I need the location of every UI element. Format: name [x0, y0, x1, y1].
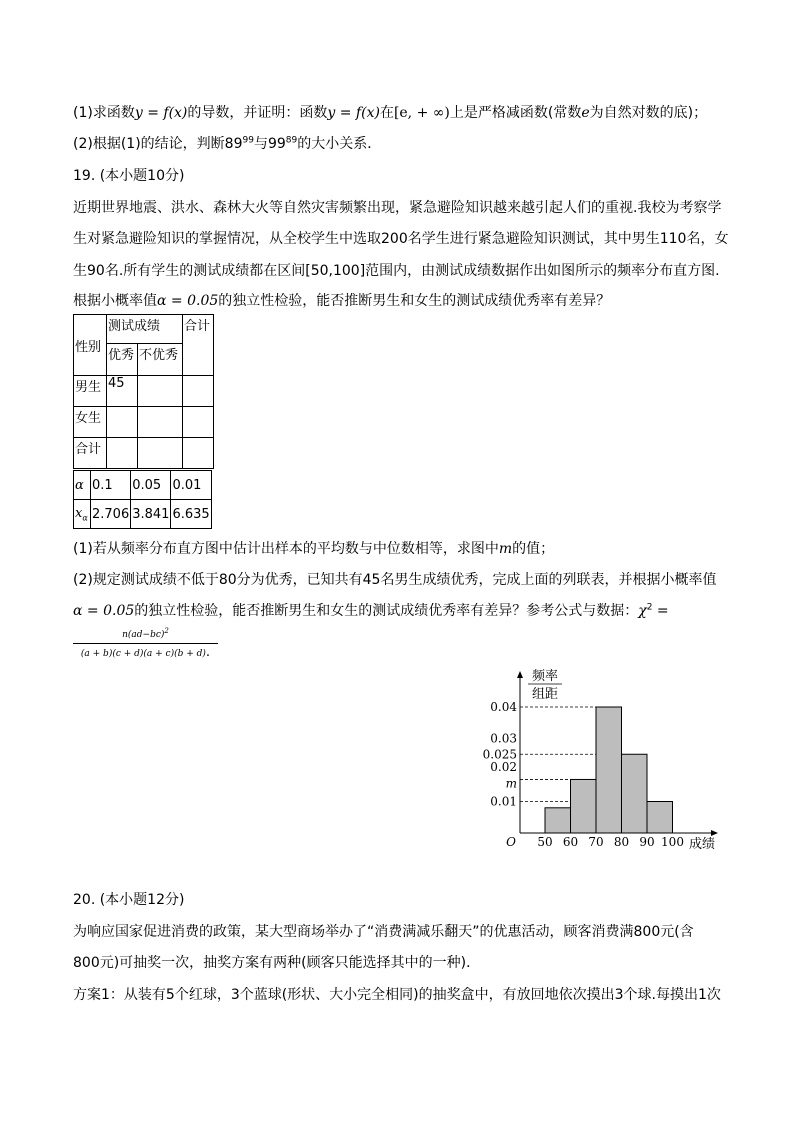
q18-p1-text: (1)求函数: [73, 105, 135, 121]
table-cell: [138, 407, 183, 438]
table-row: [74, 438, 214, 469]
table-row-label: 女生: [74, 407, 107, 438]
q18-p1-text: 为自然对数的底)；: [589, 105, 708, 121]
table-row: [74, 471, 212, 500]
y-tick-label: 0.03: [490, 731, 517, 746]
q18-p1-interval: [e, + ∞): [393, 105, 450, 121]
formula-numerator: [73, 627, 218, 643]
table-cell: [138, 376, 183, 407]
q19-paragraph-line: [73, 292, 610, 310]
q19-paragraph-line: 生90名.所有学生的测试成绩都在区间[50,100]范围内，由测试成绩数据作出如图所示的频率分布直方图.: [73, 263, 720, 279]
q19-sub2-text: 的独立性检验，能否推断男生和女生的测试成绩优秀率有差异？参考公式与数据：: [134, 603, 639, 619]
x-axis-label: 成绩: [689, 837, 716, 852]
alpha-value: α = 0.05: [157, 293, 219, 309]
q19-sub1-text: (1)若从频率分布直方图中估计出样本的平均数与中位数相等，求图中: [73, 541, 499, 557]
q18-p2-text: 的大小关系．: [297, 136, 382, 152]
table-cell: 0.1: [91, 471, 131, 500]
y-tick-label: m: [505, 776, 517, 791]
table-row: [74, 315, 214, 344]
table-header-cell: 合计: [183, 315, 214, 376]
power-base: 89: [224, 136, 243, 152]
frequency-histogram: [482, 664, 730, 854]
histogram-bar: [622, 754, 648, 833]
table-cell: [107, 407, 138, 438]
table-cell: 6.635: [171, 500, 211, 529]
x-tick-label: 100: [661, 835, 684, 849]
table-cell: 0.01: [171, 471, 211, 500]
x-tick-label: 80: [613, 835, 630, 849]
x-symbol: x: [75, 505, 83, 521]
table-cell: [183, 376, 214, 407]
formula-denominator: [73, 644, 218, 660]
table-header-cell: 不优秀: [138, 344, 183, 376]
q18-part2: [73, 135, 381, 153]
q18-p1-math: y = f(x): [327, 105, 380, 121]
table-cell: 2.706: [91, 500, 131, 529]
table-row-label: α: [74, 471, 91, 500]
contingency-table: [73, 314, 214, 469]
table-header-cell: 性别: [74, 315, 107, 376]
histogram-bar: [545, 808, 571, 833]
q19-paragraph-line: 近期世界地震、洪水、森林大火等自然灾害频繁出现，紧急避险知识越来越引起人们的重视.我校为考察学: [73, 200, 722, 216]
q19-sub1: [73, 540, 554, 558]
formula-period: .: [205, 645, 211, 660]
x-axis-arrow: [711, 830, 718, 836]
alpha-value: α = 0.05: [73, 603, 135, 619]
table-cell: 45: [107, 376, 138, 407]
chi-exponent: 2: [646, 602, 653, 613]
q18-p1-math: y = f(x): [134, 105, 188, 121]
x-tick-label: 60: [562, 835, 579, 849]
table-header-cell: 测试成绩: [107, 315, 183, 344]
table-cell: 0.05: [131, 471, 171, 500]
table-cell: [138, 438, 183, 469]
table-row-label: [74, 500, 91, 529]
q19-sub1-text: 的值；: [512, 541, 555, 557]
y-tick-label: 0.04: [490, 700, 517, 714]
q18-p2-text: 与: [253, 136, 268, 152]
table-cell: [183, 407, 214, 438]
origin-label: O: [506, 835, 516, 849]
q18-p1-math: e: [581, 105, 590, 121]
q19-text: 的独立性检验，能否推断男生和女生的测试成绩优秀率有差异？: [218, 293, 611, 309]
table-cell: [183, 438, 214, 469]
q19-text: 根据小概率值: [73, 293, 157, 309]
y-tick-label: 0.01: [490, 794, 517, 809]
q20-plan1-line: 方案1：从装有5个红球，3个蓝球(形状、大小完全相同)的抽奖盒中，有放回地依次摸出3个球.每摸出1次: [73, 987, 721, 1003]
chi-square-formula: [73, 627, 218, 660]
q18-p1-text: 的导数，并证明：函数: [187, 105, 328, 121]
q19-paragraph-line: 生对紧急避险知识的掌握情况，从全校学生中选取200名学生进行紧急避险知识测试，其中男生110名，女: [73, 231, 729, 247]
table-row: [74, 500, 212, 529]
x-subscript: α: [82, 513, 88, 523]
table-header-cell: 优秀: [107, 344, 138, 376]
q19-sub1-var: m: [498, 541, 513, 557]
formula-denominator-text: (a + b)(c + d)(a + c)(b + d): [80, 649, 206, 659]
q18-p1-text: 在: [379, 105, 394, 121]
q20-paragraph-line: 为响应国家促进消费的政策，某大型商场举办了“消费满减乐翻天”的优惠活动，顾客消费满800元(含: [73, 924, 694, 940]
x-tick-label: 90: [639, 835, 655, 849]
formula-numerator-text: n(ad−bc): [122, 630, 165, 640]
q20-paragraph-line: 800元)可抽奖一次，抽奖方案有两种(顾客只能选择其中的一种)．: [73, 955, 481, 971]
table-row-label: 男生: [74, 376, 107, 407]
equals-sign: =: [652, 603, 669, 619]
critical-value-table: [73, 470, 212, 529]
histogram-bar: [596, 707, 622, 833]
q20-header: 20. (本小题12分): [73, 892, 185, 908]
formula-exponent: 2: [164, 627, 169, 635]
q18-part1: [73, 104, 707, 122]
power-exponent: 99: [242, 135, 254, 146]
y-axis-label-denominator: 组距: [531, 687, 559, 702]
table-row: [74, 407, 214, 438]
y-tick-label: 0.025: [482, 747, 517, 762]
table-cell: [107, 438, 138, 469]
q19-sub2-line: [73, 602, 669, 620]
q18-p2-text: (2)根据(1)的结论，判断: [73, 136, 225, 152]
y-tick-label: 0.02: [490, 760, 517, 774]
table-cell: 3.841: [131, 500, 171, 529]
histogram-bar: [647, 802, 673, 834]
table-row-label: 合计: [74, 438, 107, 469]
q19-sub2-line: (2)规定测试成绩不低于80分为优秀，已知共有45名男生成绩优秀，完成上面的列联表，并根据小概率值: [73, 572, 717, 588]
x-tick-label: 50: [537, 835, 553, 849]
x-tick-label: 70: [588, 835, 604, 849]
y-axis-label-numerator: 频率: [531, 669, 559, 684]
power-base: 99: [267, 136, 286, 152]
histogram-bar: [571, 779, 597, 833]
table-row: [74, 376, 214, 407]
q19-header: 19. (本小题10分): [73, 168, 185, 184]
chi-symbol: χ: [638, 603, 647, 619]
q18-p1-text: 上是严格减函数(常数: [449, 105, 582, 121]
y-axis-arrow: [517, 671, 523, 678]
power-exponent: 89: [285, 135, 298, 146]
